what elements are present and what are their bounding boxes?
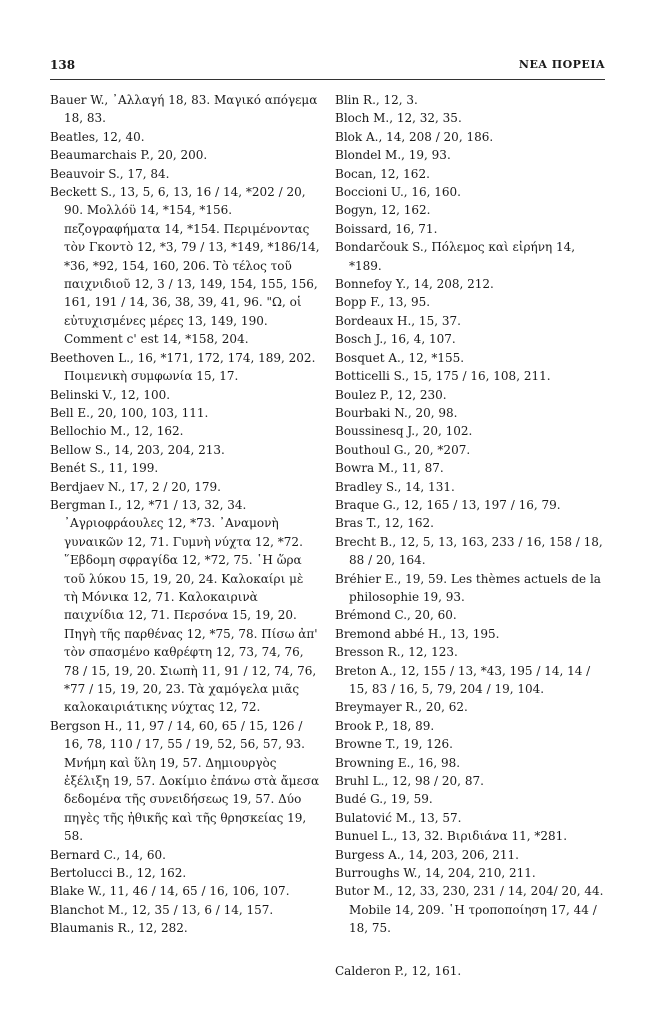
index-entry: Bruhl L., 12, 98 / 20, 87. (335, 774, 484, 789)
index-entry: Budé G., 19, 59. (335, 792, 433, 807)
index-entry: Berdjaev N., 17, 2 / 20, 179. (50, 479, 221, 494)
index-entry: Blanchot M., 12, 35 / 13, 6 / 14, 157. (50, 902, 274, 917)
index-entry: Bordeaux H., 15, 37. (335, 313, 461, 328)
index-entry: Bunuel L., 13, 32. Βιριδιάνα 11, *281. (335, 829, 568, 844)
index-entry: Bellow S., 14, 203, 204, 213. (50, 442, 225, 457)
header-rule (50, 79, 605, 80)
index-entry: Bradley S., 14, 131. (335, 479, 455, 494)
index-entry: Brook P., 18, 89. (335, 718, 435, 733)
index-entry: Benét S., 11, 199. (50, 461, 159, 476)
index-column-left (50, 91, 320, 938)
index-entry: Bréhier E., 19, 59. Les thèmes actuels de la philosophie 19, 93. (335, 571, 601, 604)
index-entry: Bellochio M., 12, 162. (50, 424, 184, 439)
index-entry: Bernard C., 14, 60. (50, 847, 166, 862)
index-entry: Burgess A., 14, 203, 206, 211. (335, 847, 519, 862)
index-entry: Breton A., 12, 155 / 13, *43, 195 / 14, 14 / 15, 83 / 16, 5, 79, 204 / 19, 104. (335, 663, 591, 696)
index-entry: Boussinesq J., 20, 102. (335, 424, 473, 439)
index-entry: Calderon P., 12, 161. (335, 963, 462, 978)
index-entry: Bras T., 12, 162. (335, 516, 434, 531)
index-entry: Butor M., 12, 33, 230, 231 / 14, 204/ 20, 44. Mobile 14, 209. ῾Η τροποποίηση 17, 44 / 18, 75. (335, 884, 604, 936)
running-title: ΝΕΑ ΠΟΡΕΙΑ (518, 58, 605, 71)
index-entry: Bresson R., 12, 123. (335, 645, 458, 660)
index-entry: Beethoven L., 16, *171, 172, 174, 189, 202. Ποιμενικὴ συμφωνία 15, 17. (50, 350, 316, 384)
index-entry: Beatles, 12, 40. (50, 129, 145, 144)
index-entry: Bauer W., ᾿Αλλαγή 18, 83. Μαγικό απόγεμα 18, 83. (50, 93, 318, 126)
index-entry: Bowra M., 11, 87. (335, 461, 444, 476)
index-column-right (335, 91, 610, 980)
index-entry: Beaumarchais P., 20, 200. (50, 148, 208, 163)
index-entry: Blin R., 12, 3. (335, 93, 418, 107)
index-entry: Boccioni U., 16, 160. (335, 185, 461, 200)
index-entry: Boissard, 16, 71. (335, 221, 438, 236)
index-entry: Bondarčouk S., Πόλεμος καὶ εἰρήνη 14, *189. (335, 240, 576, 273)
index-entry: Beauvoir S., 17, 84. (50, 166, 170, 181)
index-entry: Blake W., 11, 46 / 14, 65 / 16, 106, 107. (50, 884, 290, 899)
index-entry: Bosquet A., 12, *155. (335, 350, 465, 365)
index-entry: Browning E., 16, 98. (335, 755, 461, 770)
index-entry: Bertolucci B., 12, 162. (50, 866, 187, 881)
index-entry: Bocan, 12, 162. (335, 166, 430, 181)
index-entry: Burroughs W., 14, 204, 210, 211. (335, 866, 536, 881)
index-entry: Bosch J., 16, 4, 107. (335, 332, 456, 347)
index-entry: Breymayer R., 20, 62. (335, 700, 468, 715)
index-entry: Bremond abbé H., 13, 195. (335, 626, 500, 641)
index-entry: Brémond C., 20, 60. (335, 608, 457, 623)
index-entry: Blaumanis R., 12, 282. (50, 921, 188, 936)
index-entry: Brecht B., 12, 5, 13, 163, 233 / 16, 158 / 18, 88 / 20, 164. (335, 534, 603, 568)
index-entry: Beckett S., 13, 5, 6, 13, 16 / 14, *202 / 20, 90. Μολλόϋ 14, *154, *156. πεζογραφήματα 14, *154. Περιμένοντας τὸν Γκοντὸ 12, *3, 79 / 13, *149, *186/14, *36, *92, 154, 160, 206. Τὸ τέλος τοῦ παιχνιδιοῦ 12, 3 / 13, 149, 154, 155, 156, 161, 191 / 14, 36, 38, 39, 41, 96. "Ω, οἱ εὐτυχισμένες μέρες 13, 149, 190. Comment c' est 14, *158, 204. (50, 185, 320, 347)
index-entry: Bouthoul G., 20, *207. (335, 442, 471, 457)
index-entry: Braque G., 12, 165 / 13, 197 / 16, 79. (335, 497, 561, 512)
index-entry: Bonnefoy Y., 14, 208, 212. (335, 277, 494, 292)
index-entry: Blondel M., 19, 93. (335, 148, 451, 163)
index-entry: Bopp F., 13, 95. (335, 295, 431, 310)
index-entry: Boulez P., 12, 230. (335, 387, 447, 402)
index-entry: Bourbaki N., 20, 98. (335, 405, 458, 420)
index-entry: Bulatović M., 13, 57. (335, 810, 462, 825)
index-entry: Bogyn, 12, 162. (335, 203, 431, 218)
index-entry: Browne T., 19, 126. (335, 737, 453, 752)
index-entry: Botticelli S., 15, 175 / 16, 108, 211. (335, 369, 551, 384)
index-entry: Belinski V., 12, 100. (50, 387, 171, 402)
index-entry: Blok A., 14, 208 / 20, 186. (335, 129, 494, 144)
page-number: 138 (50, 58, 76, 72)
index-entry: Bell E., 20, 100, 103, 111. (50, 405, 209, 420)
index-entry: Bergman I., 12, *71 / 13, 32, 34. ᾿Αγριοφράουλες 12, *73. ᾿Αναμονὴ γυναικῶν 12, 71. Γυμνὴ νύχτα 12, *72. ῞Εβδομη σφραγίδα 12, *72, 75. ῾Η ὥρα τοῦ λύκου 15, 19, 20, 24. Καλοκαίρι μὲ τὴ Μόνικα 12, 71. Καλοκαιρινὰ παιχνίδια 12, 71. Περσόνα 15, 19, 20. Πηγὴ τῆς παρθένας 12, *75, 78. Πίσω ἀπ' τὸν σπασμένο καθρέφτη 12, 73, 74, 76, 78 / 15, 19, 20. Σιωπὴ 11, 91 / 12, 74, 76, *77 / 15, 19, 20, 23. Τὰ χαμόγελα μιᾶς καλοκαιριάτικης νύχτας 12, 72. (50, 497, 318, 715)
index-entry: Bloch M., 12, 32, 35. (335, 111, 462, 126)
index-entry: Bergson H., 11, 97 / 14, 60, 65 / 15, 126 / 16, 78, 110 / 17, 55 / 19, 52, 56, 57, 93. Μνήμη καὶ ὕλη 19, 57. Δημιουργὸς ἐξέλιξη 19, 57. Δοκίμιο ἐπάνω στὰ ἄμεσα δεδομένα τῆς συνειδήσεως 19, 57. Δύο πηγὲς τῆς ἠθικῆς καὶ τῆς θρησκείας 19, 58. (50, 718, 320, 844)
